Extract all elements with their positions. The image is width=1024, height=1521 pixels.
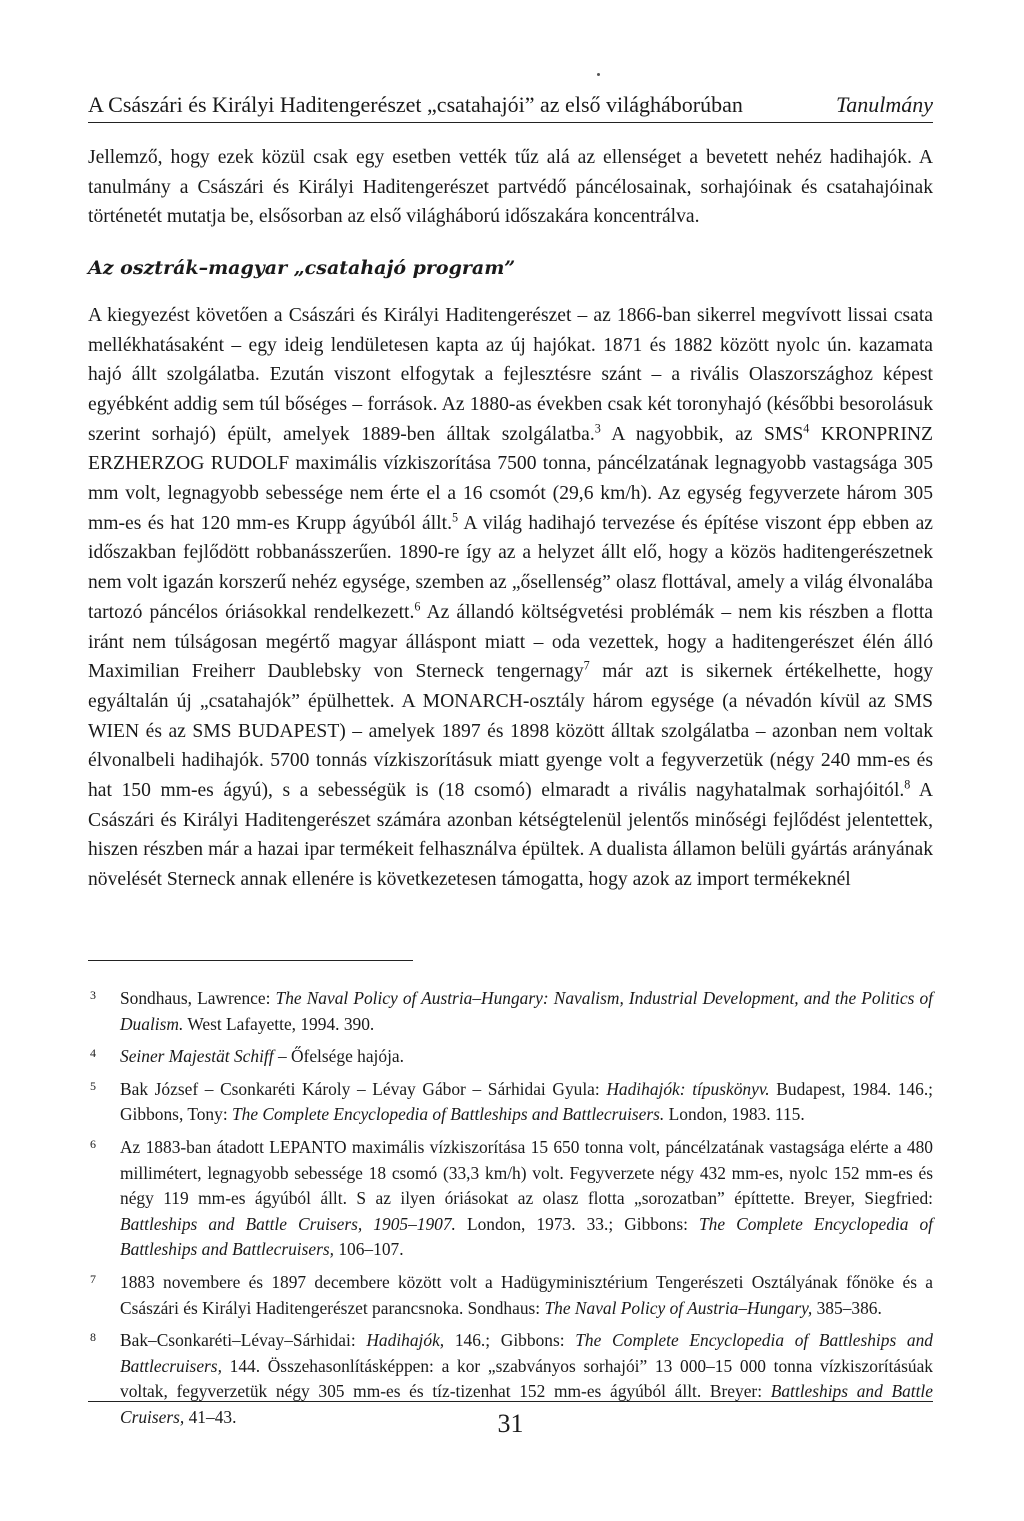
footnote-ref-5[interactable]: 5: [451, 510, 459, 525]
footnote-ref-8[interactable]: 8: [904, 777, 911, 792]
running-head-title: A Császári és Királyi Haditengerészet „csatahajói” az első világháborúban: [88, 92, 743, 117]
footnote-text: 144. Összehasonlításképpen: a kor „szabványos sorhajói” 13 000–15 000 tonna vízkiszorításúak voltak, fegyverzetük négy 305 mm-es és tíz-tizenhat 152 mm-es ágyúból állt. Breyer:: [120, 1355, 933, 1402]
footnote-5: [88, 1077, 933, 1128]
paragraph-text: már azt is sikernek értékelhette, hogy egyáltalán új „csatahajók” épülhettek. A MONARCH-osztály három egysége (a névadón kívül az SMS WIEN és az SMS BUDAPEST) – amelyek 1897 és 1898 között álltak szolgálatba – azonban nem voltak élvonalbeli hadihajók. 5700 tonnás vízkiszorításuk miatt gyenge volt a fegyverzetük (négy 240 mm-es és hat 150 mm-es ágyú), s a sebességük is (18 csomó) elmaradt a rivális nagyhatalmak sorhajóitól.: [88, 661, 933, 802]
footnote-title: Battleships and Battle Cruisers,: [120, 1381, 933, 1427]
footnote-number: 5: [90, 1078, 96, 1093]
footnote-text: Bak József – Csonkaréti Károly – Lévay Gábor – Sárhidai Gyula:: [120, 1078, 607, 1099]
paragraph-text: A Császári és Királyi Haditengerészet számára azonban kétségtelenül jelentős minőségi fejlődést jelentettek, hiszen részben már a hazai ipar termékeit felhasználva épültek. A dualista államon belüli gyártás arányának növelését Sterneck annak ellenére is következetesen támogatta, hogy azok az import termékeknél: [88, 780, 934, 891]
footnote-text: 1883 novembere és 1897 decembere között volt a Hadügyminisztérium Tengerészeti Osztályának főnöke és a Császári és Királyi Haditengerészet parancsnoka. Sondhaus:: [120, 1271, 933, 1318]
footnote-title: The Complete Encyclopedia of Battleships and Battlecruisers,: [120, 1213, 934, 1260]
footnote-ref-6[interactable]: 6: [414, 599, 421, 614]
footnotes: [88, 986, 933, 1438]
running-head: [88, 92, 933, 123]
footnote-ref-3[interactable]: 3: [594, 421, 601, 436]
running-head-section: Tanulmány: [836, 92, 933, 117]
footnote-text: Budapest, 1984. 146.; Gibbons, Tony:: [120, 1078, 934, 1125]
footnote-text: Bak–Csonkaréti–Lévay–Sárhidai:: [120, 1330, 367, 1351]
footnote-number: 3: [90, 988, 96, 1002]
footnote-title: The Naval Policy of Austria–Hungary,: [544, 1297, 813, 1318]
footnote-title: Seiner Majestät Schiff: [120, 1046, 274, 1067]
intro-paragraph: Jellemző, hogy ezek közül csak egy esetben vették tűz alá az ellenséget a bevetett nehéz hadihajók. A tanulmány a Császári és Királyi Haditengerészet partvédő páncélosainak, sorhajóinak és csatahajóinak történetét mutatja be, elsősorban az első világháború időszakára koncentrálva.: [88, 147, 933, 228]
footnote-ref-7[interactable]: 7: [583, 658, 590, 673]
footnote-title: The Complete Encyclopedia of Battleships and Battlecruisers,: [120, 1330, 933, 1376]
footnote-number: 8: [90, 1330, 96, 1345]
paragraph-text: A kiegyezést követően a Császári és Királyi Haditengerészet – az 1866-ban sikerrel megvívott lissai csata mellékhatásaként – egy ideig lendületesen kapta az új hajókat. 1871 és 1882 között nyolc ún. kazamata hajó állt szolgálatba. Ezután viszont elfogytak a fejlesztésre szánt – a rivális Olaszországhoz képest egyébként addig sem túl bőséges – források. Az 1880-as években csak két toronyhajó (későbbi besorolásuk szerint sorhajó) épült, amelyek 1889-ben álltak szolgálatba.: [88, 304, 933, 445]
footnote-number: 6: [90, 1136, 96, 1151]
paragraph-text: A világ hadihajó tervezése és építése viszont épp ebben az időszakban fejlődött robbanásszerűen. 1890-re így az a helyzet állt elő, hogy a közös haditengerészetnek nem volt igazán korszerű nehéz egysége, szemben az „ősellenség” olasz flottával, amely a világ élvonalába tartozó páncélos óriásokkal rendelkezett.: [88, 512, 934, 623]
footnote-text: 146.; Gibbons:: [444, 1330, 576, 1351]
footnote-text: West Lafayette, 1994. 390.: [183, 1013, 375, 1034]
footnote-text: London, 1973. 33.; Gibbons:: [455, 1213, 700, 1234]
footnote-text: 41–43.: [184, 1406, 237, 1427]
footnote-title: Battleships and Battle Cruisers, 1905–1907.: [120, 1213, 456, 1234]
footnote-separator: [88, 960, 413, 961]
footnote-text: – Őfelsége hajója.: [273, 1046, 404, 1067]
footnote-ref-4[interactable]: 4: [803, 421, 810, 436]
main-paragraph: [88, 301, 933, 895]
footnote-title: Hadihajók: típuskönyv.: [606, 1078, 770, 1099]
footnote-6: [88, 1135, 933, 1263]
footnote-7: [88, 1270, 933, 1321]
footnote-text: Sondhaus, Lawrence:: [120, 988, 276, 1008]
footnote-number: 4: [90, 1046, 96, 1061]
footnote-title: Hadihajók,: [366, 1330, 445, 1351]
paragraph-text: KRONPRINZ ERZHERZOG RUDOLF maximális vízkiszorítása 7500 tonna, páncélzatának legnagyobb vastagsága 305 mm volt, legnagyobb sebessége nem érte el a 16 csomót (29,6 km/h). Az egység fegyverzete három 305 mm-es és hat 120 mm-es Krupp ágyúból állt.: [88, 423, 934, 534]
paragraph-text: Az állandó költségvetési problémák – nem kis részben a flotta iránt nem túlságosan megértő magyar álláspont miatt – oda vezettek, hogy a haditengerészet élén álló Maximilian Freiherr Daublebsky von Sterneck tengernagy: [88, 601, 933, 683]
footnote-title: The Naval Policy of Austria–Hungary: Navalism, Industrial Development, and the Politics of Dualism.: [120, 988, 933, 1034]
footnote-text: 385–386.: [812, 1297, 882, 1318]
footnote-4: [88, 1044, 933, 1070]
body-text: [88, 143, 933, 895]
footnote-text: London, 1983. 115.: [664, 1104, 805, 1125]
footnote-text: Az 1883-ban átadott LEPANTO maximális vízkiszorítása 15 650 tonna volt, páncélzatának vastagsága elérte a 480 millimétert, legnagyobb sebessége 18 csomó (33,3 km/h) volt. Fegyverzete négy 432 mm-es, nyolc 152 mm-es és négy 119 mm-es ágyúból állt. S az ilyen óriásokat az olasz flotta „sorozatban” építtette. Breyer, Siegfried:: [120, 1136, 933, 1209]
section-heading: Az osztrák–magyar „csatahajó program”: [88, 257, 516, 280]
footnote-title: The Complete Encyclopedia of Battleships and Battlecruisers.: [232, 1104, 665, 1125]
page: [88, 0, 933, 1521]
paragraph-text: A nagyobbik, az SMS: [600, 423, 804, 445]
bottom-rule: [88, 1401, 933, 1402]
page-number: 31: [497, 1409, 524, 1438]
footnote-text: 106–107.: [334, 1239, 404, 1260]
footnote-3: [88, 986, 933, 1037]
footnote-number: 7: [90, 1271, 96, 1286]
